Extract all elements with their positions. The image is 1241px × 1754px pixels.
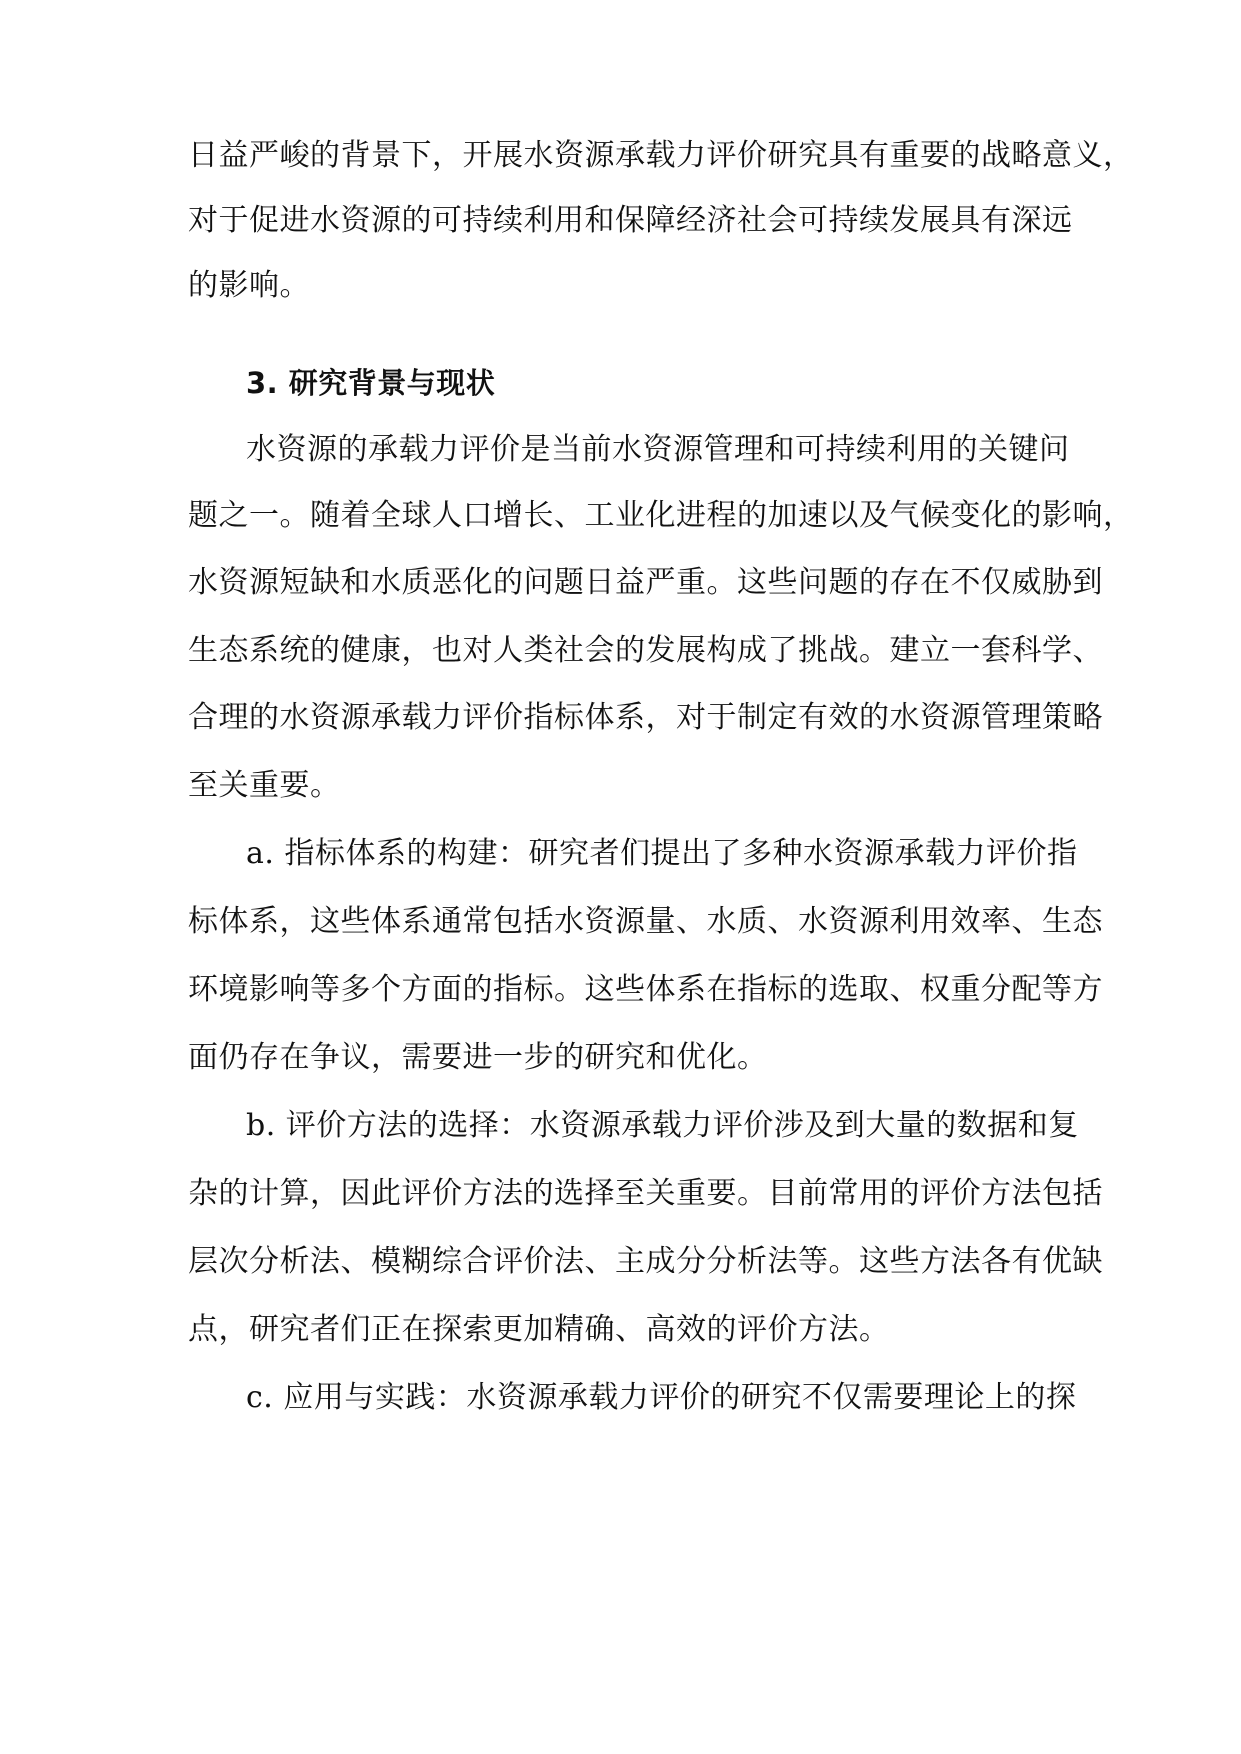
- section-paragraph-line-1: 水资源的承载力评价是当前水资源管理和可持续利用的关键问: [246, 432, 1070, 467]
- item-a-line-3: 环境影响等多个方面的指标。这些体系在指标的选取、权重分配等方: [188, 972, 1103, 1007]
- item-b-line-4: 点，研究者们正在探索更加精确、高效的评价方法。: [188, 1312, 890, 1347]
- section-paragraph-line-6: 至关重要。: [188, 768, 341, 803]
- item-b-line-3: 层次分析法、模糊综合评价法、主成分分析法等。这些方法各有优缺: [188, 1244, 1103, 1279]
- section-paragraph-line-4: 生态系统的健康，也对人类社会的发展构成了挑战。建立一套科学、: [188, 633, 1103, 668]
- intro-line-2: 对于促进水资源的可持续利用和保障经济社会可持续发展具有深远: [188, 203, 1073, 238]
- intro-line-1: 日益严峻的背景下，开展水资源承载力评价研究具有重要的战略意义，: [188, 138, 1134, 173]
- section-paragraph-line-3: 水资源短缺和水质恶化的问题日益严重。这些问题的存在不仅威胁到: [188, 565, 1103, 600]
- intro-line-3: 的影响。: [188, 268, 310, 303]
- section-heading: 3. 研究背景与现状: [246, 366, 496, 400]
- section-paragraph-line-2: 题之一。随着全球人口增长、工业化进程的加速以及气候变化的影响，: [188, 498, 1134, 533]
- item-c-line-1: c. 应用与实践：水资源承载力评价的研究不仅需要理论上的探: [246, 1380, 1077, 1415]
- item-a-line-1: a. 指标体系的构建：研究者们提出了多种水资源承载力评价指: [246, 836, 1078, 871]
- item-a-line-2: 标体系，这些体系通常包括水资源量、水质、水资源利用效率、生态: [188, 904, 1103, 939]
- section-paragraph-line-5: 合理的水资源承载力评价指标体系，对于制定有效的水资源管理策略: [188, 700, 1103, 735]
- item-b-line-2: 杂的计算，因此评价方法的选择至关重要。目前常用的评价方法包括: [188, 1176, 1103, 1211]
- item-a-line-4: 面仍存在争议，需要进一步的研究和优化。: [188, 1040, 768, 1075]
- item-b-line-1: b. 评价方法的选择：水资源承载力评价涉及到大量的数据和复: [246, 1108, 1079, 1143]
